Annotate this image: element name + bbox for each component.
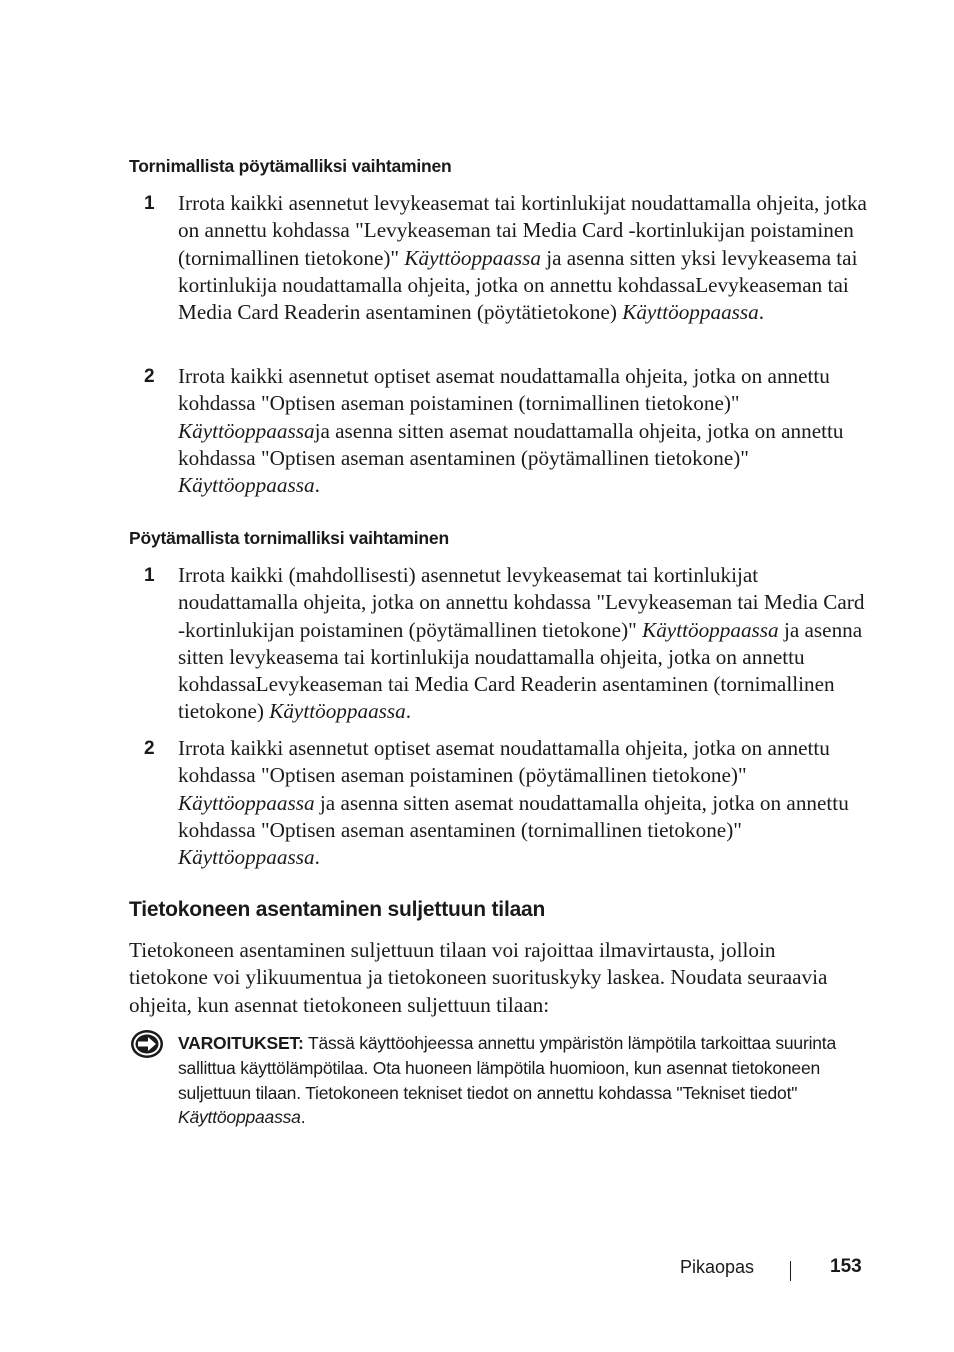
step-number: 1 xyxy=(144,565,155,586)
notice-label: VAROITUKSET: xyxy=(178,1033,304,1053)
section-heading-desktop-to-tower: Pöytämallista tornimalliksi vaihtaminen xyxy=(129,528,449,548)
footer-label: Pikaopas xyxy=(680,1257,755,1277)
step-text: Irrota kaikki (mahdollisesti) asennetut levykeasemat tai kortinlukijat noudattamalla ohjeita, jotka on annettu kohdassa "Levykeaseman tai Media Card -kortinlukijan poistaminen (pöytämallinen tietokone)" Käyttöoppaassa ja asenna sitten levykeasema tai kortinlukija noudattamalla ohjeita, jotka on annettu kohdassaLevykeaseman tai Media Card Readerin asentaminen (tornimallinen tietokone) Käyttöoppaassa. xyxy=(178,563,865,724)
step-text: Irrota kaikki asennetut optiset asemat noudattamalla ohjeita, jotka on annettu kohdassa "Optisen aseman poistaminen (pöytämallinen tietokone)" Käyttöoppaassa ja asenna sitten asemat noudattamalla ohjeita, jotka on annettu kohdassa "Optisen aseman asentaminen (tornimallinen tietokone)" Käyttöoppaassa. xyxy=(178,736,849,870)
step-number: 2 xyxy=(144,366,155,387)
manual-reference: Käyttöoppaassa xyxy=(178,473,315,498)
notice-arrow-icon xyxy=(130,1029,164,1059)
manual-reference: Käyttöoppaassa xyxy=(622,300,759,325)
page-number: 153 xyxy=(830,1256,862,1277)
manual-reference: Käyttöoppaassa xyxy=(642,617,779,642)
step-number: 2 xyxy=(144,738,155,759)
manual-reference: Käyttöoppaassa xyxy=(404,245,541,270)
section-heading-enclosure: Tietokoneen asentaminen suljettuun tilaan xyxy=(129,898,546,921)
manual-reference: Käyttöoppaassa xyxy=(178,1107,301,1128)
step-text: Irrota kaikki asennetut optiset asemat noudattamalla ohjeita, jotka on annettu kohdassa "Optisen aseman poistaminen (tornimallinen tietokone)" Käyttöoppaassaja asenna sitten asemat noudattamalla ohjeita, jotka on annettu kohdassa "Optisen aseman asentaminen (pöytämallinen tietokone)" Käyttöoppaassa. xyxy=(178,364,844,498)
enclosure-paragraph: Tietokoneen asentaminen suljettuun tilaan voi rajoittaa ilmavirtausta, jolloin tietokone voi ylikuumentua ja tietokoneen suorituskyky laskea. Noudata seuraavia ohjeita, kun asennat tietokoneen suljettuun tilaan: xyxy=(129,938,828,1017)
manual-reference: Käyttöoppaassa xyxy=(178,790,315,815)
manual-reference: Käyttöoppaassa xyxy=(178,845,315,870)
notice-text: VAROITUKSET: Tässä käyttöohjeessa annettu ympäristön lämpötila tarkoittaa suurinta sallittua käyttölämpötilaa. Ota huoneen lämpötila huomioon, kun asennat tietokoneen suljettuun tilaan. Tietokoneen tekniset tiedot on annettu kohdassa "Tekniset tiedot" Käyttöoppaassa. xyxy=(178,1033,836,1128)
step-text: Irrota kaikki asennetut levykeasemat tai kortinlukijat noudattamalla ohjeita, jotka on annettu kohdassa "Levykeaseman tai Media Card -kortinlukijan poistaminen (tornimallinen tietokone)" Käyttöoppaassa ja asenna sitten yksi levykeasema tai kortinlukija noudattamalla ohjeita, jotka on annettu kohdassaLevykeaseman tai Media Card Readerin asentaminen (pöytätietokone) Käyttöoppaassa. xyxy=(178,191,867,325)
footer-separator xyxy=(790,1261,791,1281)
manual-reference: Käyttöoppaassa xyxy=(178,418,315,443)
manual-reference: Käyttöoppaassa xyxy=(269,699,406,724)
step-number: 1 xyxy=(144,193,155,214)
section-heading-tower-to-desktop: Tornimallista pöytämalliksi vaihtaminen xyxy=(129,156,452,176)
